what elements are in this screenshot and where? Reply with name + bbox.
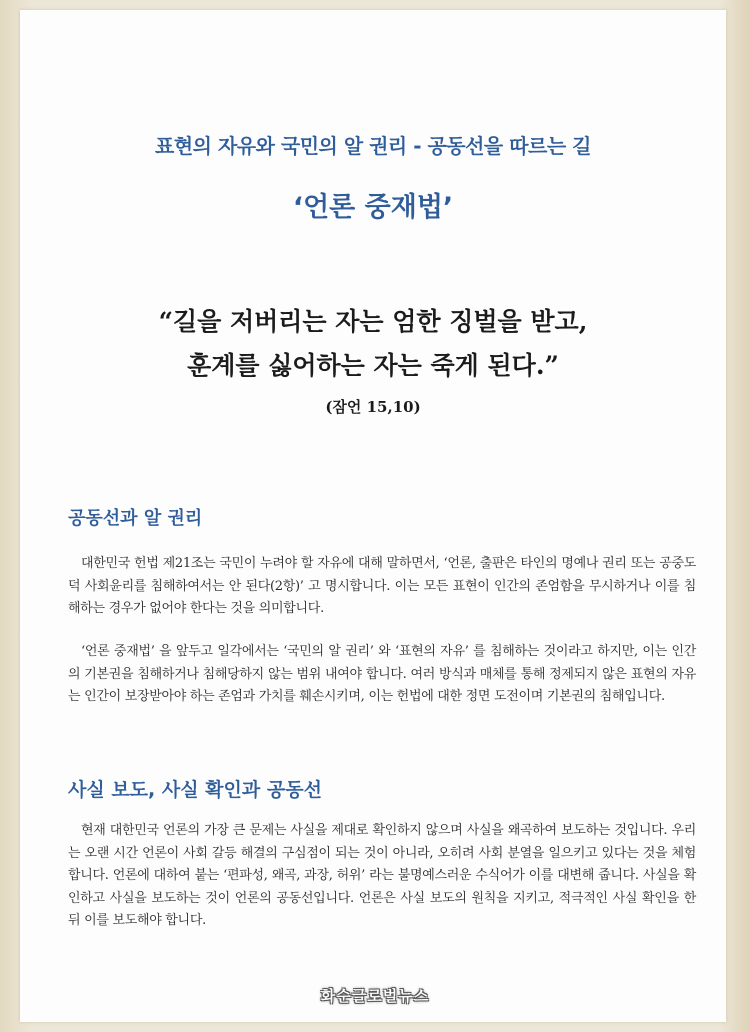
- quote-reference: (잠언 15,10): [325, 398, 421, 416]
- paragraph: 현재 대한민국 언론의 가장 큰 문제는 사실을 제대로 확인하지 않으며 사실을 왜곡하여 보도하는 것입니다. 우리는 오랜 시간 언론이 사회 갈등 해결의 구심점이 되는 것이 아니라, 오히려 사회 분열을 일으키고 있다는 것을 체험합니다. 언론에 대하여 붙는 ‘편파성, 왜곡, 과장, 허위’ 라는 불명예스러운 수식어가 이를 대변해 줍니다. 사실을 확인하고 사실을 보도하는 것이 언론의 공동선입니다. 언론은 사실 보도의 원칙을 지키고, 적극적인 사실 확인을 한 뒤 이를 보도해야 합니다.: [68, 823, 696, 928]
- watermark: 화순글로벌뉴스: [320, 987, 430, 1005]
- paragraph: ‘언론 중재법’ 을 앞두고 일각에서는 ‘국민의 알 권리’ 와 ‘표현의 자유’ 를 침해하는 것이라고 하지만, 이는 인간의 기본권을 침해하거나 침해당하지 않는 범위 내여야 합니다. 여러 방식과 매체를 통해 정제되지 않은 표현의 자유는 인간이 보장받아야 하는 존엄과 가치를 훼손시키며, 이는 헌법에 대한 정면 도전이며 기본권의 침해입니다.: [68, 644, 696, 704]
- document-title: 표현의 자유와 국민의 알 권리 - 공동선을 따르는 길: [155, 134, 591, 158]
- section-heading-common-good: 공동선과 알 권리: [68, 508, 203, 529]
- document-sheet: [20, 10, 726, 1022]
- paragraph: 대한민국 헌법 제21조는 국민이 누려야 할 자유에 대해 말하면서, ‘언론, 출판은 타인의 명예나 권리 또는 공중도덕 사회윤리를 침해하여서는 안 된다(2항)’ 고 명시합니다. 이는 모든 표현이 인간의 존엄함을 무시하거나 이를 침해하는 경우가 없어야 한다는 것을 의미합니다.: [68, 556, 696, 616]
- quote-line-2: 훈계를 싫어하는 자는 죽게 된다.”: [187, 351, 559, 380]
- document-subtitle: ‘언론 중재법’: [292, 192, 454, 223]
- quote-line-1: “길을 저버리는 자는 엄한 징벌을 받고,: [158, 307, 588, 336]
- section-heading-fact-reporting: 사실 보도, 사실 확인과 공동선: [68, 779, 322, 801]
